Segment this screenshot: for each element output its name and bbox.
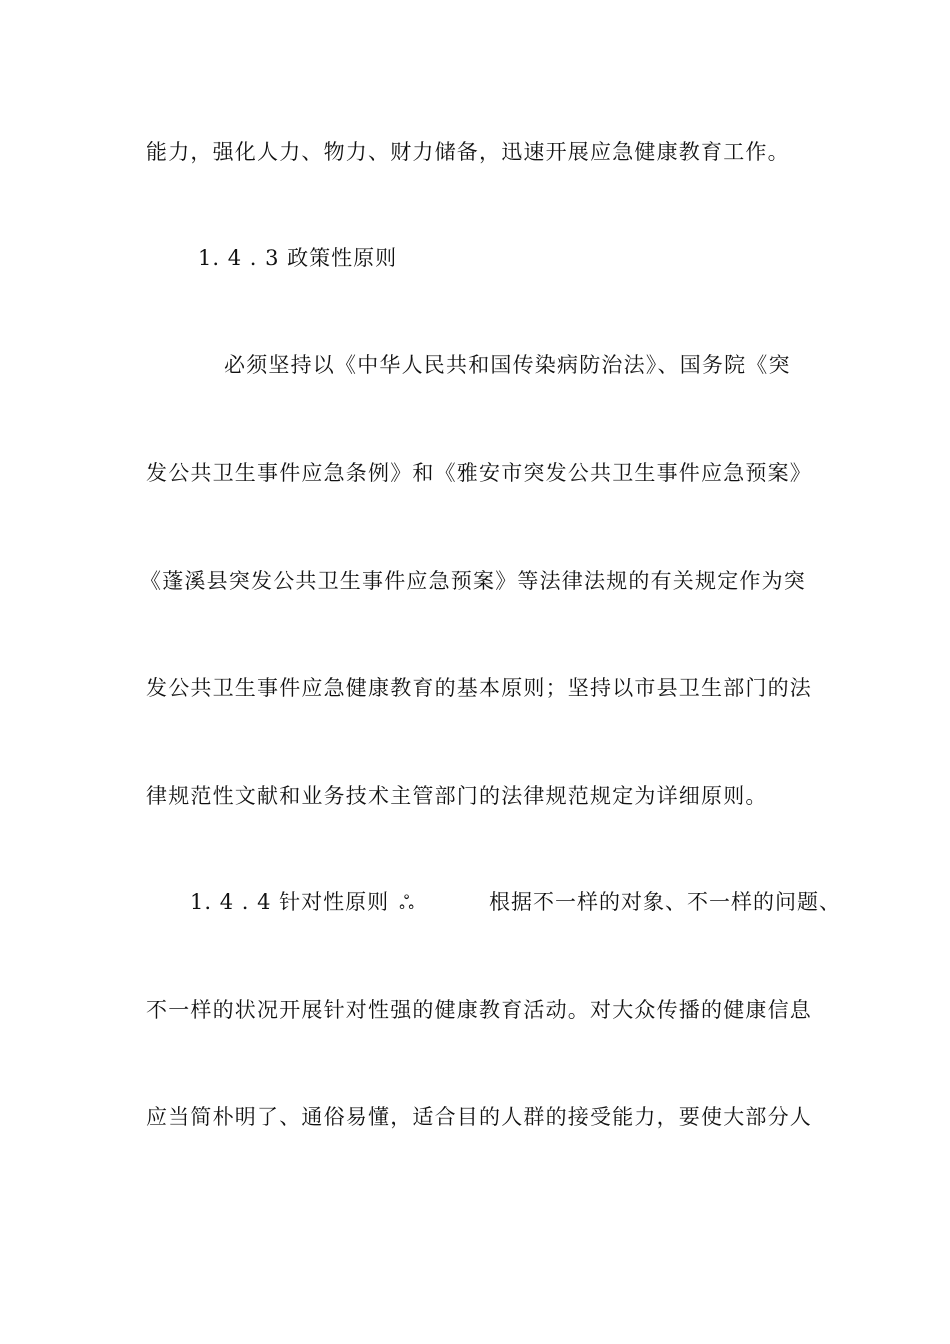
paragraph-line-4: 《蓬溪县突发公共卫生事件应急预案》等法律法规的有关规定作为突 <box>140 569 806 593</box>
section-heading-1-4-4: 1. 4 . 4 针对性原则 <box>190 890 390 914</box>
paragraph-line-3: 发公共卫生事件应急条例》和《雅安市突发公共卫生事件应急预案》 <box>146 461 812 485</box>
paragraph-line-8: 不一样的状况开展针对性强的健康教育活动。对大众传播的健康信息 <box>146 998 812 1022</box>
paragraph-line-5: 发公共卫生事件应急健康教育的基本原则；坚持以市县卫生部门的法 <box>146 676 812 700</box>
paragraph-line-7: 根据不一样的对象、不一样的问题、 <box>489 890 842 914</box>
section-heading-1-4-3: 1. 4 . 3 政策性原则 <box>198 246 398 270</box>
paragraph-line-9: 应当简朴明了、通俗易懂，适合目的人群的接受能力，要使大部分人 <box>146 1105 812 1129</box>
paragraph-line-6: 律规范性文献和业务技术主管部门的法律规范规定为详细原则。 <box>146 784 768 808</box>
paragraph-line-1: 能力，强化人力、物力、财力储备，迅速开展应急健康教育工作。 <box>146 140 790 164</box>
paragraph-line-2: 必须坚持以《中华人民共和国传染病防治法》、国务院《突 <box>224 353 791 377</box>
section-heading-1-4-4-row <box>190 887 841 918</box>
special-symbol: ஃ <box>399 892 416 914</box>
